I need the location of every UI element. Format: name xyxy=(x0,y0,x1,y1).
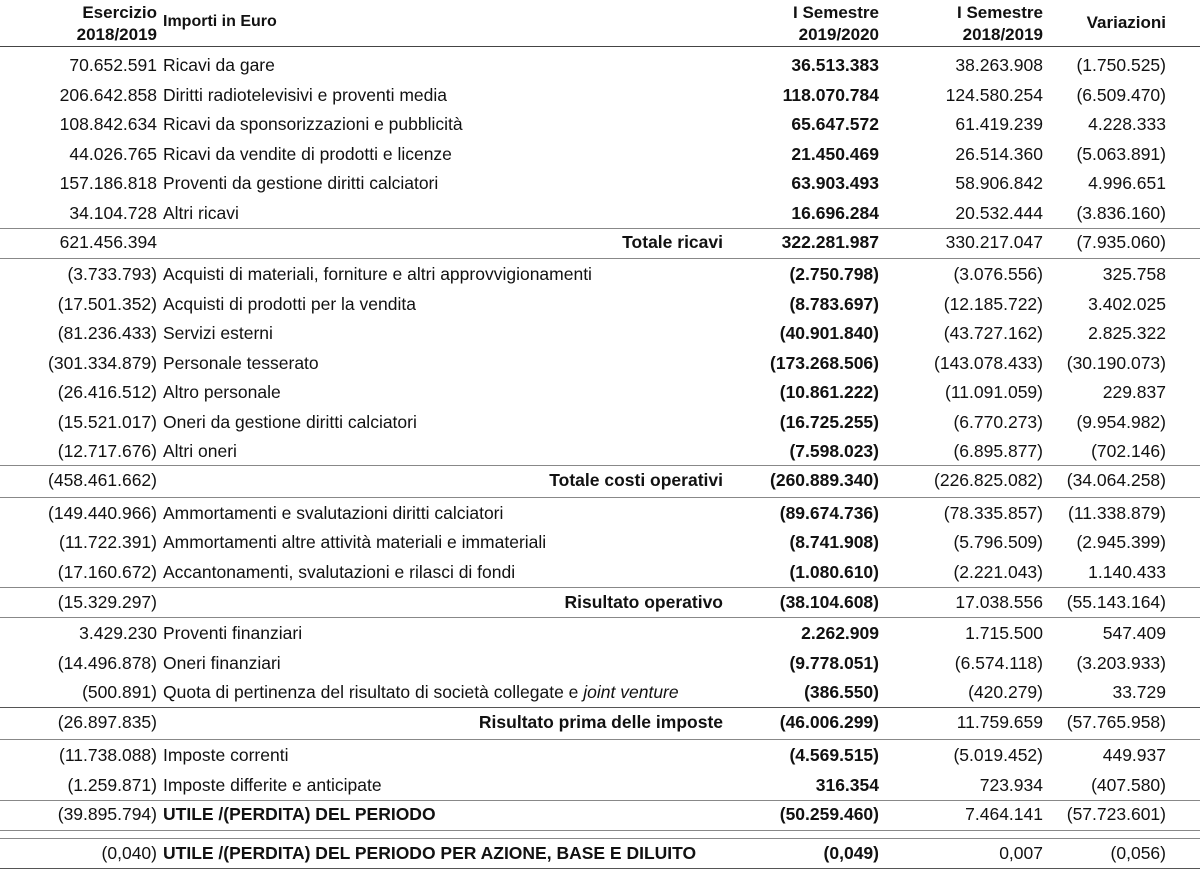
cell-prior-year: (500.891) xyxy=(82,682,157,702)
cell-h1-2020: (8.741.908) xyxy=(789,532,879,552)
cell-prior-year: (3.733.793) xyxy=(67,264,157,284)
cell-change: (7.935.060) xyxy=(1076,232,1166,252)
cell-prior-year: (1.259.871) xyxy=(67,775,157,795)
header-change: Variazioni xyxy=(1086,13,1166,32)
cell-h1-2020: (4.569.515) xyxy=(789,745,879,765)
table-row xyxy=(0,408,1200,438)
row-divider xyxy=(0,868,1200,869)
cell-h1-2020: (16.725.255) xyxy=(779,412,879,432)
cell-h1-2020: (40.901.840) xyxy=(779,323,879,343)
cell-h1-2019: (420.279) xyxy=(968,682,1043,702)
row-divider xyxy=(0,830,1200,831)
row-label-italic: joint venture xyxy=(583,682,679,702)
table-row xyxy=(0,169,1200,199)
cell-change: (702.146) xyxy=(1091,441,1166,461)
cell-prior-year: 3.429.230 xyxy=(79,623,157,643)
cell-prior-year: 157.186.818 xyxy=(59,173,157,193)
table-total-row xyxy=(0,228,1200,258)
cell-h1-2020: (89.674.736) xyxy=(779,503,879,523)
table-row xyxy=(0,81,1200,111)
cell-change: 1.140.433 xyxy=(1088,562,1166,582)
cell-h1-2019: 58.906.842 xyxy=(955,173,1043,193)
table-row xyxy=(0,51,1200,81)
row-label: Ammortamenti altre attività materiali e immateriali xyxy=(163,532,547,552)
header-h1-2020 xyxy=(793,2,879,46)
cell-h1-2019: 0,007 xyxy=(999,843,1043,863)
row-divider xyxy=(0,800,1200,801)
cell-prior-year: (14.496.878) xyxy=(57,653,157,673)
cell-h1-2020: 322.281.987 xyxy=(781,232,879,252)
table-row xyxy=(0,619,1200,649)
cell-change: (34.064.258) xyxy=(1066,470,1166,490)
table-row xyxy=(0,678,1200,708)
cell-h1-2019: 11.759.659 xyxy=(956,712,1043,732)
cell-prior-year: (17.160.672) xyxy=(57,562,157,582)
cell-h1-2020: 2.262.909 xyxy=(801,623,879,643)
cell-h1-2020: (10.861.222) xyxy=(779,382,879,402)
cell-prior-year: (15.329.297) xyxy=(57,592,157,612)
row-label: Ricavi da vendite di prodotti e licenze xyxy=(163,144,452,164)
table-row xyxy=(0,140,1200,170)
cell-h1-2020: (260.889.340) xyxy=(770,470,879,490)
cell-prior-year: (11.722.391) xyxy=(59,532,157,552)
cell-change: (3.203.933) xyxy=(1076,653,1166,673)
cell-change: 449.937 xyxy=(1102,745,1166,765)
total-label: Risultato prima delle imposte xyxy=(478,712,723,732)
cell-h1-2019: 723.934 xyxy=(979,775,1043,795)
table-row xyxy=(0,741,1200,771)
table-row xyxy=(0,558,1200,588)
cell-change: 33.729 xyxy=(1112,682,1166,702)
row-divider xyxy=(0,258,1200,259)
cell-h1-2020: (8.783.697) xyxy=(789,294,879,314)
cell-prior-year: (149.440.966) xyxy=(48,503,157,523)
total-label: Totale ricavi xyxy=(622,232,723,252)
cell-h1-2019: (3.076.556) xyxy=(953,264,1043,284)
row-label: Servizi esterni xyxy=(163,323,273,343)
table-total-row xyxy=(0,588,1200,618)
cell-prior-year: (39.895.794) xyxy=(57,804,157,824)
table-row xyxy=(0,290,1200,320)
cell-change: 4.228.333 xyxy=(1088,114,1166,134)
cell-h1-2020: (9.778.051) xyxy=(789,653,879,673)
cell-change: 547.409 xyxy=(1102,623,1166,643)
header-h1-2019-line1: I Semestre xyxy=(957,3,1043,22)
header-h1-2019 xyxy=(957,2,1043,46)
cell-change: 229.837 xyxy=(1102,382,1166,402)
row-label: Altri ricavi xyxy=(163,203,239,223)
cell-h1-2020: (2.750.798) xyxy=(789,264,879,284)
cell-change: (6.509.470) xyxy=(1076,85,1166,105)
cell-h1-2019: (226.825.082) xyxy=(934,470,1043,490)
cell-h1-2020: (1.080.610) xyxy=(789,562,879,582)
cell-h1-2019: 1.715.500 xyxy=(965,623,1043,643)
row-label: Ricavi da sponsorizzazioni e pubblicità xyxy=(163,114,463,134)
cell-h1-2020: 65.647.572 xyxy=(791,114,879,134)
table-row xyxy=(0,437,1200,467)
cell-prior-year: 70.652.591 xyxy=(69,55,157,75)
table-row xyxy=(0,199,1200,229)
cell-change: (57.765.958) xyxy=(1066,712,1166,732)
row-divider xyxy=(0,497,1200,498)
cell-prior-year: (15.521.017) xyxy=(57,412,157,432)
cell-h1-2019: (78.335.857) xyxy=(943,503,1043,523)
cell-h1-2020: 21.450.469 xyxy=(791,144,879,164)
cell-prior-year: (458.461.662) xyxy=(48,470,157,490)
cell-change: (5.063.891) xyxy=(1076,144,1166,164)
cell-change: (2.945.399) xyxy=(1076,532,1166,552)
header-h1-2019-line2: 2018/2019 xyxy=(962,25,1043,44)
cell-change: 3.402.025 xyxy=(1088,294,1166,314)
cell-h1-2020: (0,049) xyxy=(823,843,879,863)
cell-change: 4.996.651 xyxy=(1088,173,1166,193)
cell-prior-year: 108.842.634 xyxy=(59,114,157,134)
row-label: UTILE /(PERDITA) DEL PERIODO PER AZIONE, BASE E DILUITO xyxy=(163,843,697,863)
row-label: Oneri da gestione diritti calciatori xyxy=(163,412,417,432)
table-header xyxy=(0,0,1200,47)
table-row xyxy=(0,319,1200,349)
row-label: Acquisti di prodotti per la vendita xyxy=(163,294,416,314)
cell-change: 325.758 xyxy=(1102,264,1166,284)
cell-h1-2019: (12.185.722) xyxy=(943,294,1043,314)
row-divider xyxy=(0,739,1200,740)
cell-h1-2019: (143.078.433) xyxy=(934,353,1043,373)
cell-prior-year: (17.501.352) xyxy=(57,294,157,314)
cell-h1-2019: (2.221.043) xyxy=(953,562,1043,582)
cell-h1-2019: 61.419.239 xyxy=(955,114,1043,134)
cell-prior-year: (12.717.676) xyxy=(57,441,157,461)
cell-change: (30.190.073) xyxy=(1066,353,1166,373)
row-label: Diritti radiotelevisivi e proventi media xyxy=(163,85,447,105)
row-label: Oneri finanziari xyxy=(163,653,281,673)
row-divider xyxy=(0,838,1200,839)
cell-h1-2019: 7.464.141 xyxy=(965,804,1043,824)
cell-h1-2020: (38.104.608) xyxy=(779,592,879,612)
table-row xyxy=(0,499,1200,529)
cell-h1-2019: 124.580.254 xyxy=(945,85,1043,105)
cell-h1-2019: 38.263.908 xyxy=(955,55,1043,75)
cell-prior-year: 206.642.858 xyxy=(59,85,157,105)
cell-change: (407.580) xyxy=(1091,775,1166,795)
row-label: Proventi da gestione diritti calciatori xyxy=(163,173,439,193)
table-row xyxy=(0,260,1200,290)
cell-h1-2020: (386.550) xyxy=(804,682,879,702)
cell-h1-2020: (46.006.299) xyxy=(779,712,879,732)
cell-prior-year: (0,040) xyxy=(101,843,157,863)
cell-prior-year: 34.104.728 xyxy=(69,203,157,223)
header-h1-2020-line1: I Semestre xyxy=(793,3,879,22)
cell-change: (11.338.879) xyxy=(1068,503,1166,523)
cell-prior-year: (301.334.879) xyxy=(48,353,157,373)
row-label: Imposte correnti xyxy=(163,745,289,765)
cell-change: (9.954.982) xyxy=(1076,412,1166,432)
cell-h1-2019: (5.796.509) xyxy=(953,532,1043,552)
cell-h1-2020: (173.268.506) xyxy=(770,353,879,373)
header-amounts-label: Importi in Euro xyxy=(163,13,277,30)
row-label: Ammortamenti e svalutazioni diritti calciatori xyxy=(163,503,504,523)
cell-change: (1.750.525) xyxy=(1076,55,1166,75)
cell-h1-2019: 17.038.556 xyxy=(955,592,1043,612)
cell-change: (0,056) xyxy=(1110,843,1166,863)
cell-change: 2.825.322 xyxy=(1088,323,1166,343)
row-label: Altri oneri xyxy=(163,441,237,461)
row-divider xyxy=(0,465,1200,466)
header-prior-year xyxy=(77,2,157,46)
cell-h1-2020: (50.259.460) xyxy=(779,804,879,824)
cell-change: (57.723.601) xyxy=(1066,804,1166,824)
table-row xyxy=(0,771,1200,801)
row-divider xyxy=(0,587,1200,588)
row-label: Accantonamenti, svalutazioni e rilasci di fondi xyxy=(163,562,516,582)
table-row xyxy=(0,649,1200,679)
cell-prior-year: (26.897.835) xyxy=(57,712,157,732)
row-label: Proventi finanziari xyxy=(163,623,303,643)
cell-prior-year: (11.738.088) xyxy=(59,745,157,765)
row-label: Personale tesserato xyxy=(163,353,319,373)
row-label-group xyxy=(163,678,679,708)
cell-change: (55.143.164) xyxy=(1066,592,1166,612)
row-label: Quota di pertinenza del risultato di società collegate e xyxy=(163,682,579,702)
cell-prior-year: 621.456.394 xyxy=(59,232,157,252)
cell-h1-2020: 118.070.784 xyxy=(782,85,879,105)
cell-h1-2020: (7.598.023) xyxy=(789,441,879,461)
total-label: Risultato operativo xyxy=(564,592,723,612)
row-label: UTILE /(PERDITA) DEL PERIODO xyxy=(163,804,436,824)
cell-change: (3.836.160) xyxy=(1076,203,1166,223)
header-h1-2020-line2: 2019/2020 xyxy=(798,25,879,44)
cell-h1-2019: (11.091.059) xyxy=(945,382,1043,402)
cell-h1-2019: 26.514.360 xyxy=(955,144,1043,164)
cell-prior-year: (81.236.433) xyxy=(57,323,157,343)
row-label: Imposte differite e anticipate xyxy=(163,775,382,795)
cell-h1-2019: (5.019.452) xyxy=(953,745,1043,765)
header-prior-year-line1: Esercizio xyxy=(82,3,157,22)
row-label: Ricavi da gare xyxy=(163,55,275,75)
cell-prior-year: (26.416.512) xyxy=(57,382,157,402)
cell-h1-2019: (6.574.118) xyxy=(954,653,1043,673)
row-divider xyxy=(0,707,1200,708)
row-divider xyxy=(0,228,1200,229)
table-row xyxy=(0,800,1200,830)
row-divider xyxy=(0,617,1200,618)
row-label: Altro personale xyxy=(163,382,281,402)
cell-h1-2020: 16.696.284 xyxy=(791,203,879,223)
table-row xyxy=(0,110,1200,140)
table-row xyxy=(0,378,1200,408)
header-prior-year-line2: 2018/2019 xyxy=(76,25,157,44)
cell-prior-year: 44.026.765 xyxy=(69,144,157,164)
table-total-row xyxy=(0,708,1200,738)
table-row xyxy=(0,839,1200,869)
cell-h1-2019: (6.770.273) xyxy=(953,412,1043,432)
cell-h1-2019: 20.532.444 xyxy=(955,203,1043,223)
row-label: Acquisti di materiali, forniture e altri approvvigionamenti xyxy=(163,264,592,284)
table-row xyxy=(0,528,1200,558)
table-total-row xyxy=(0,466,1200,496)
cell-h1-2019: 330.217.047 xyxy=(945,232,1043,252)
table-row xyxy=(0,349,1200,379)
cell-h1-2020: 63.903.493 xyxy=(791,173,879,193)
cell-h1-2019: (43.727.162) xyxy=(943,323,1043,343)
cell-h1-2019: (6.895.877) xyxy=(953,441,1043,461)
total-label: Totale costi operativi xyxy=(549,470,723,490)
cell-h1-2020: 36.513.383 xyxy=(791,55,879,75)
cell-h1-2020: 316.354 xyxy=(815,775,879,795)
